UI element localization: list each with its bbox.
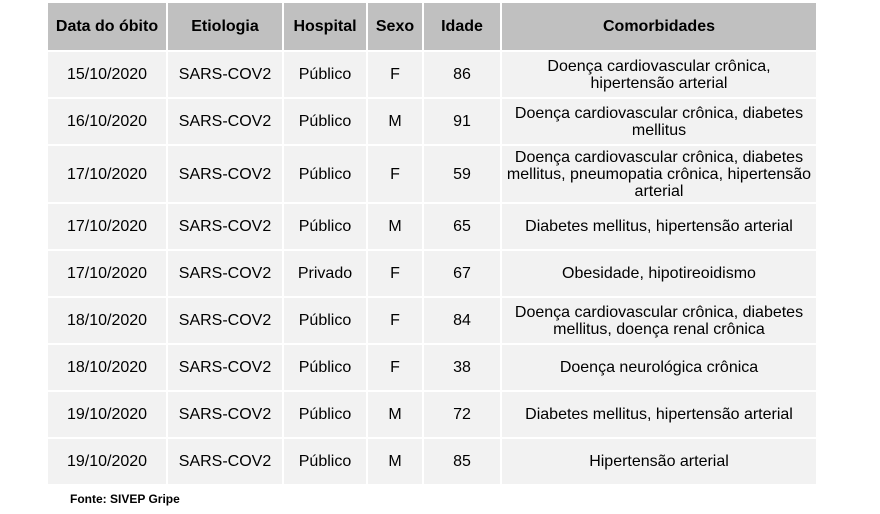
cell-age: 86 bbox=[424, 52, 500, 97]
cell-age: 91 bbox=[424, 99, 500, 144]
cell-sex: M bbox=[368, 392, 422, 437]
cell-date: 17/10/2020 bbox=[48, 204, 166, 249]
cell-age: 72 bbox=[424, 392, 500, 437]
deaths-table bbox=[46, 1, 818, 486]
cell-sex: F bbox=[368, 52, 422, 97]
table-row bbox=[48, 392, 816, 437]
table-row bbox=[48, 251, 816, 296]
cell-date: 15/10/2020 bbox=[48, 52, 166, 97]
cell-sex: F bbox=[368, 146, 422, 202]
cell-hospital: Público bbox=[284, 204, 366, 249]
cell-sex: F bbox=[368, 298, 422, 343]
cell-etiology: SARS-COV2 bbox=[168, 99, 282, 144]
cell-age: 38 bbox=[424, 345, 500, 390]
cell-hospital: Público bbox=[284, 146, 366, 202]
table-row bbox=[48, 345, 816, 390]
cell-etiology: SARS-COV2 bbox=[168, 52, 282, 97]
header-idade: Idade bbox=[424, 3, 500, 50]
header-etiologia: Etiologia bbox=[168, 3, 282, 50]
cell-comorbidities: Doença cardiovascular crônica, diabetes mellitus, doença renal crônica bbox=[502, 298, 816, 343]
table-row bbox=[48, 99, 816, 144]
cell-hospital: Público bbox=[284, 52, 366, 97]
cell-hospital: Público bbox=[284, 298, 366, 343]
cell-age: 65 bbox=[424, 204, 500, 249]
cell-hospital: Público bbox=[284, 392, 366, 437]
cell-comorbidities: Hipertensão arterial bbox=[502, 439, 816, 484]
cell-comorbidities: Diabetes mellitus, hipertensão arterial bbox=[502, 392, 816, 437]
header-sexo: Sexo bbox=[368, 3, 422, 50]
cell-date: 18/10/2020 bbox=[48, 345, 166, 390]
cell-etiology: SARS-COV2 bbox=[168, 251, 282, 296]
cell-age: 59 bbox=[424, 146, 500, 202]
cell-etiology: SARS-COV2 bbox=[168, 146, 282, 202]
cell-date: 19/10/2020 bbox=[48, 439, 166, 484]
table-row bbox=[48, 298, 816, 343]
cell-etiology: SARS-COV2 bbox=[168, 345, 282, 390]
cell-hospital: Público bbox=[284, 345, 366, 390]
cell-comorbidities: Diabetes mellitus, hipertensão arterial bbox=[502, 204, 816, 249]
cell-sex: F bbox=[368, 345, 422, 390]
cell-date: 16/10/2020 bbox=[48, 99, 166, 144]
deaths-table-container bbox=[48, 3, 818, 484]
cell-date: 17/10/2020 bbox=[48, 251, 166, 296]
cell-etiology: SARS-COV2 bbox=[168, 204, 282, 249]
cell-comorbidities: Doença cardiovascular crônica, hipertensão arterial bbox=[502, 52, 816, 97]
cell-sex: M bbox=[368, 204, 422, 249]
cell-date: 17/10/2020 bbox=[48, 146, 166, 202]
header-hospital: Hospital bbox=[284, 3, 366, 50]
table-row bbox=[48, 439, 816, 484]
table-row bbox=[48, 204, 816, 249]
cell-age: 84 bbox=[424, 298, 500, 343]
header-data-do-obito: Data do óbito bbox=[48, 3, 166, 50]
cell-sex: M bbox=[368, 439, 422, 484]
cell-etiology: SARS-COV2 bbox=[168, 439, 282, 484]
table-header-row bbox=[48, 3, 816, 50]
table-row bbox=[48, 52, 816, 97]
cell-comorbidities: Obesidade, hipotireoidismo bbox=[502, 251, 816, 296]
cell-etiology: SARS-COV2 bbox=[168, 392, 282, 437]
cell-comorbidities: Doença cardiovascular crônica, diabetes mellitus, pneumopatia crônica, hipertensão arterial bbox=[502, 146, 816, 202]
cell-sex: F bbox=[368, 251, 422, 296]
cell-hospital: Público bbox=[284, 439, 366, 484]
cell-date: 19/10/2020 bbox=[48, 392, 166, 437]
cell-hospital: Público bbox=[284, 99, 366, 144]
cell-age: 85 bbox=[424, 439, 500, 484]
cell-sex: M bbox=[368, 99, 422, 144]
cell-comorbidities: Doença cardiovascular crônica, diabetes mellitus bbox=[502, 99, 816, 144]
source-footnote: Fonte: SIVEP Gripe bbox=[70, 492, 180, 506]
table-row bbox=[48, 146, 816, 202]
cell-age: 67 bbox=[424, 251, 500, 296]
cell-etiology: SARS-COV2 bbox=[168, 298, 282, 343]
cell-hospital: Privado bbox=[284, 251, 366, 296]
cell-comorbidities: Doença neurológica crônica bbox=[502, 345, 816, 390]
header-comorbidades: Comorbidades bbox=[502, 3, 816, 50]
cell-date: 18/10/2020 bbox=[48, 298, 166, 343]
